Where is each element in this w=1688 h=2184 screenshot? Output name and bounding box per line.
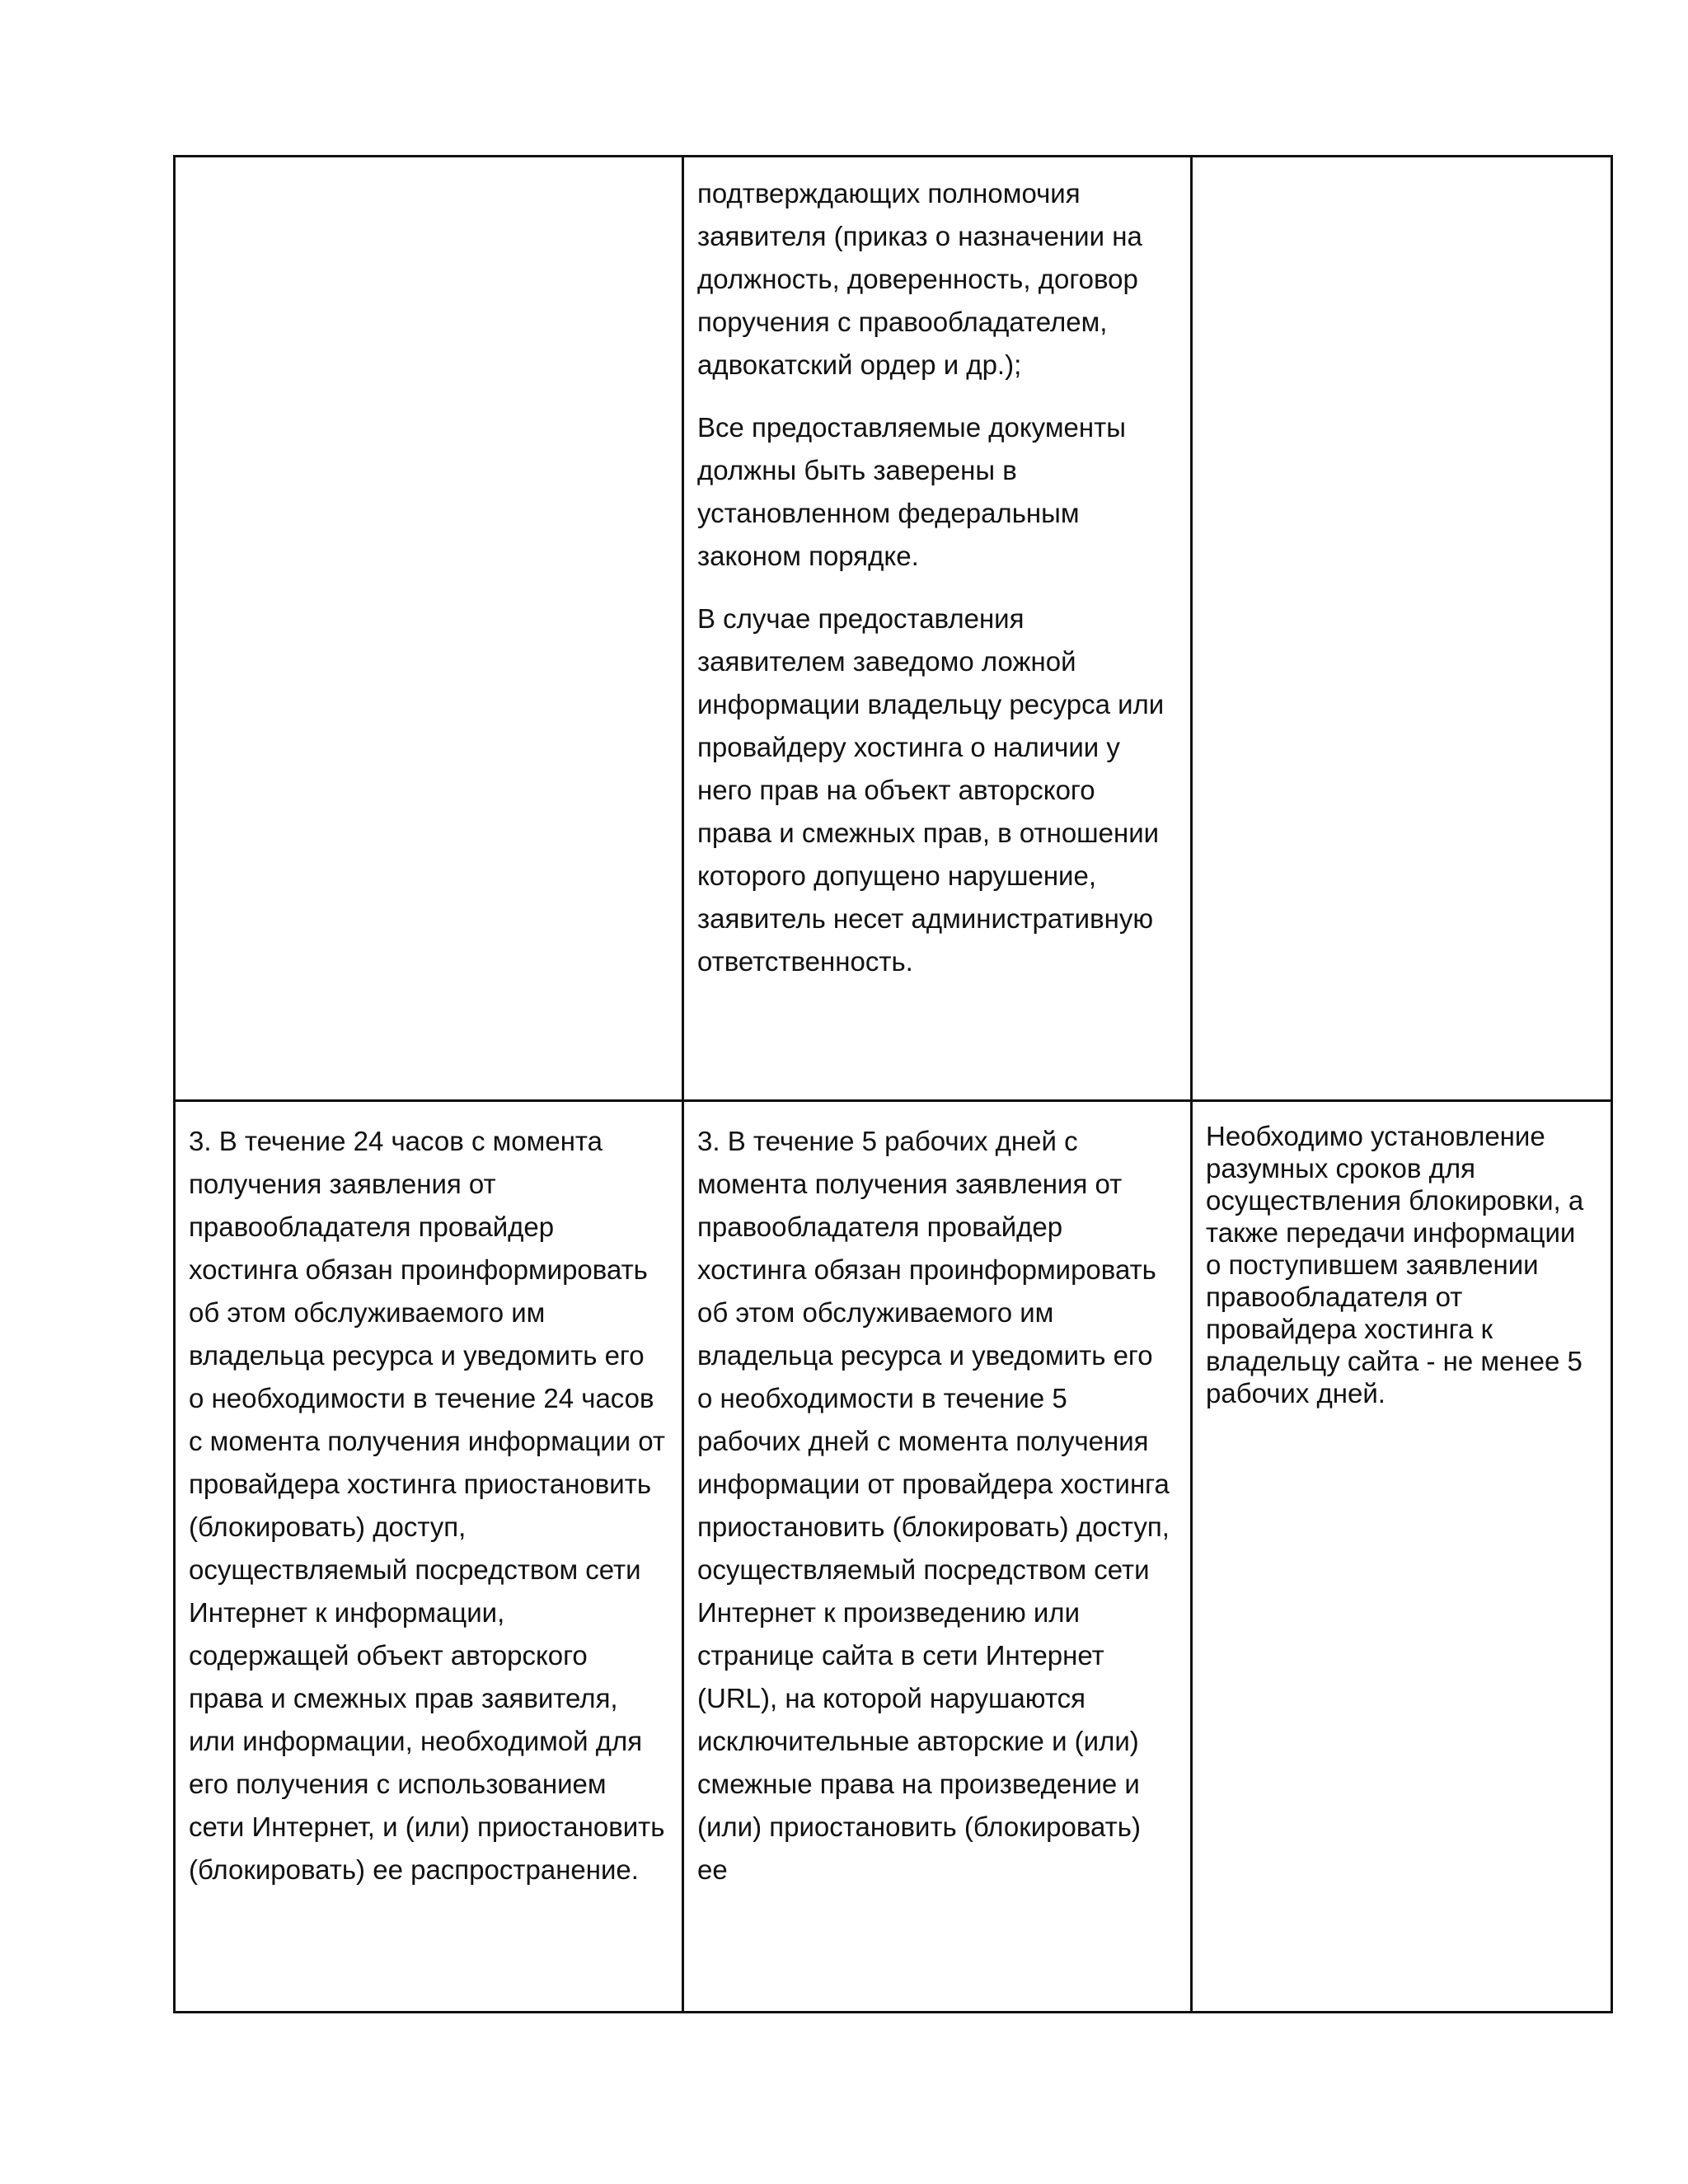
cell-item3-comment bbox=[1192, 1101, 1612, 2013]
cell-continuation-col1 bbox=[175, 157, 683, 1101]
comparison-table bbox=[173, 155, 1613, 2013]
cell-continuation-col3 bbox=[1192, 157, 1612, 1101]
cell-item3-proposed-text: 3. В течение 5 рабочих дней с момента получения заявления от правообладателя провайдер хостинга обязан проинформировать об этом обслуживаемого им владельца ресурса и уведомить его о необходимости в течение 5 рабочих дней с момента получения информации от провайдера хостинга приостановить (блокировать) доступ, осуществляемый посредством сети Интернет к произведению или странице сайта в сети Интернет (URL), на которой нарушаются исключительные авторские и (или) смежные права на произведение и (или) приостановить (блокировать) ее bbox=[683, 1101, 1192, 2013]
table-row-item-3 bbox=[175, 1101, 1612, 2013]
comment-text: Необходимо установление разумных сроков для осуществления блокировки, а также передачи информации о поступившем заявлении правообладателя от провайдера хостинга к владельцу сайта - не менее 5 рабочих дней. bbox=[1206, 1121, 1584, 1408]
cell-continuation-col2 bbox=[683, 157, 1192, 1101]
paragraph-authority-documents: подтверждающих полномочия заявителя (приказ о назначении на должность, доверенность, договор поручения с правообладателем, адвокатский ордер и др.); bbox=[697, 178, 1142, 380]
paragraph-document-certification: Все предоставляемые документы должны быть заверены в установленном федеральным законом порядке. bbox=[697, 412, 1126, 571]
cell-item3-current-text: 3. В течение 24 часов с момента получения заявления от правообладателя провайдер хостинга обязан проинформировать об этом обслуживаемого им владельца ресурса и уведомить его о необходимости в течение 24 часов с момента получения информации от провайдера хостинга приостановить (блокировать) доступ, осуществляемый посредством сети Интернет к информации, содержащей объект авторского права и смежных прав заявителя, или информации, необходимой для его получения с использованием сети Интернет, и (или) приостановить (блокировать) ее распространение. bbox=[175, 1101, 683, 2013]
table-row-continuation bbox=[175, 157, 1612, 1101]
paragraph-false-information-liability: В случае предоставления заявителем заведомо ложной информации владельцу ресурса или провайдеру хостинга о наличии у него прав на объект авторского права и смежных прав, в отношении которого допущено нарушение, заявитель несет административную ответственность. bbox=[697, 603, 1165, 977]
